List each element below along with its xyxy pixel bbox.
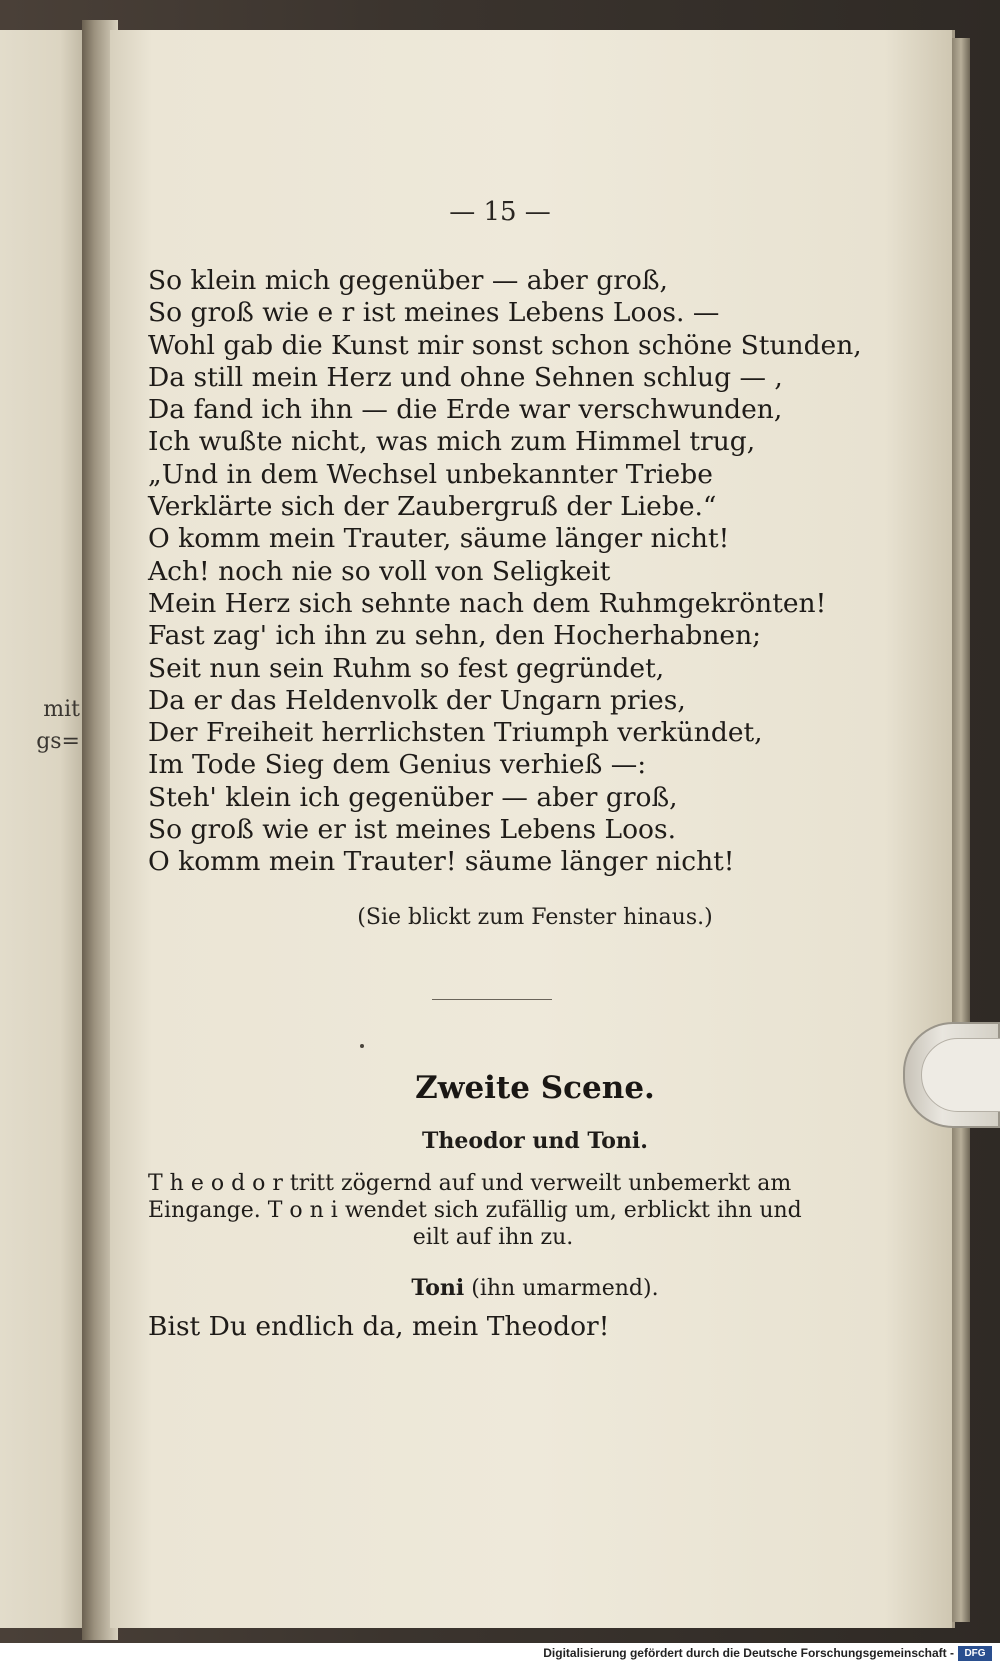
verse-line: Da er das Heldenvolk der Ungarn pries, xyxy=(148,684,686,716)
verse-line: Da still mein Herz und ohne Sehnen schlug — , xyxy=(148,361,783,393)
speech-line: Bist Du endlich da, mein Theodor! xyxy=(148,1311,610,1342)
direction-line: Eingange. T o n i wendet sich zufällig um, erblickt ihn und xyxy=(148,1198,802,1223)
verse-line: Mein Herz sich sehnte nach dem Ruhmgekrönten! xyxy=(148,587,827,619)
verse-line: Ich wußte nicht, was mich zum Himmel trug, xyxy=(148,426,756,458)
verse-line: O komm mein Trauter! säume länger nicht! xyxy=(148,846,735,878)
scene-direction xyxy=(148,1170,838,1251)
dfg-logo: DFG xyxy=(958,1646,992,1661)
verse-line: „Und in dem Wechsel unbekannter Triebe xyxy=(148,458,713,490)
direction-line: T h e o d o r tritt zögernd auf und verweilt unbemerkt am xyxy=(148,1171,792,1196)
verse-block xyxy=(148,265,928,879)
scene-heading: Zweite Scene. xyxy=(415,1070,655,1106)
verse-line: Im Tode Sieg dem Genius verhieß —: xyxy=(148,749,647,781)
verse-line: So groß wie e r ist meines Lebens Loos. — xyxy=(148,297,720,329)
verse-line: Wohl gab die Kunst mir sonst schon schöne Stunden, xyxy=(148,329,862,361)
left-page-edge xyxy=(0,30,86,1628)
verse-line: Seit nun sein Ruhm so fest gegründet, xyxy=(148,652,665,684)
verse-line: So klein mich gegenüber — aber groß, xyxy=(148,265,668,296)
verse-line: So groß wie er ist meines Lebens Loos. xyxy=(148,814,677,846)
speaker-name: Toni xyxy=(411,1275,465,1301)
page-clip-inner xyxy=(921,1038,1000,1112)
section-divider xyxy=(432,999,552,1000)
left-page-fragment: gs= xyxy=(36,729,80,754)
page-number: — 15 — xyxy=(449,197,551,227)
verse-line: Fast zag' ich ihn zu sehn, den Hocherhabnen; xyxy=(148,620,762,652)
stage-direction: (Sie blickt zum Fenster hinaus.) xyxy=(357,905,713,930)
speaker-line xyxy=(0,1275,1000,1301)
left-page-fragment: mit xyxy=(43,697,80,722)
footer-bar xyxy=(0,1643,1000,1664)
verse-line: O komm mein Trauter, säume länger nicht! xyxy=(148,523,730,555)
direction-line: eilt auf ihn zu. xyxy=(412,1225,574,1250)
verse-line: Der Freiheit herrlichsten Triumph verkündet, xyxy=(148,717,763,749)
verse-line: Da fand ich ihn — die Erde war verschwunden, xyxy=(148,394,783,426)
speaker-note: (ihn umarmend). xyxy=(471,1276,659,1301)
paper-speck xyxy=(360,1044,364,1048)
verse-line: Verklärte sich der Zaubergruß der Liebe.“ xyxy=(148,491,717,523)
verse-line: Steh' klein ich gegenüber — aber groß, xyxy=(148,781,678,813)
page-edges xyxy=(952,38,970,1622)
footer-credit: Digitalisierung gefördert durch die Deutsche Forschungsgemeinschaft - xyxy=(543,1646,954,1660)
scene-characters: Theodor und Toni. xyxy=(422,1128,648,1154)
page-clip xyxy=(903,1022,1000,1128)
verse-line: Ach! noch nie so voll von Seligkeit xyxy=(148,555,611,587)
